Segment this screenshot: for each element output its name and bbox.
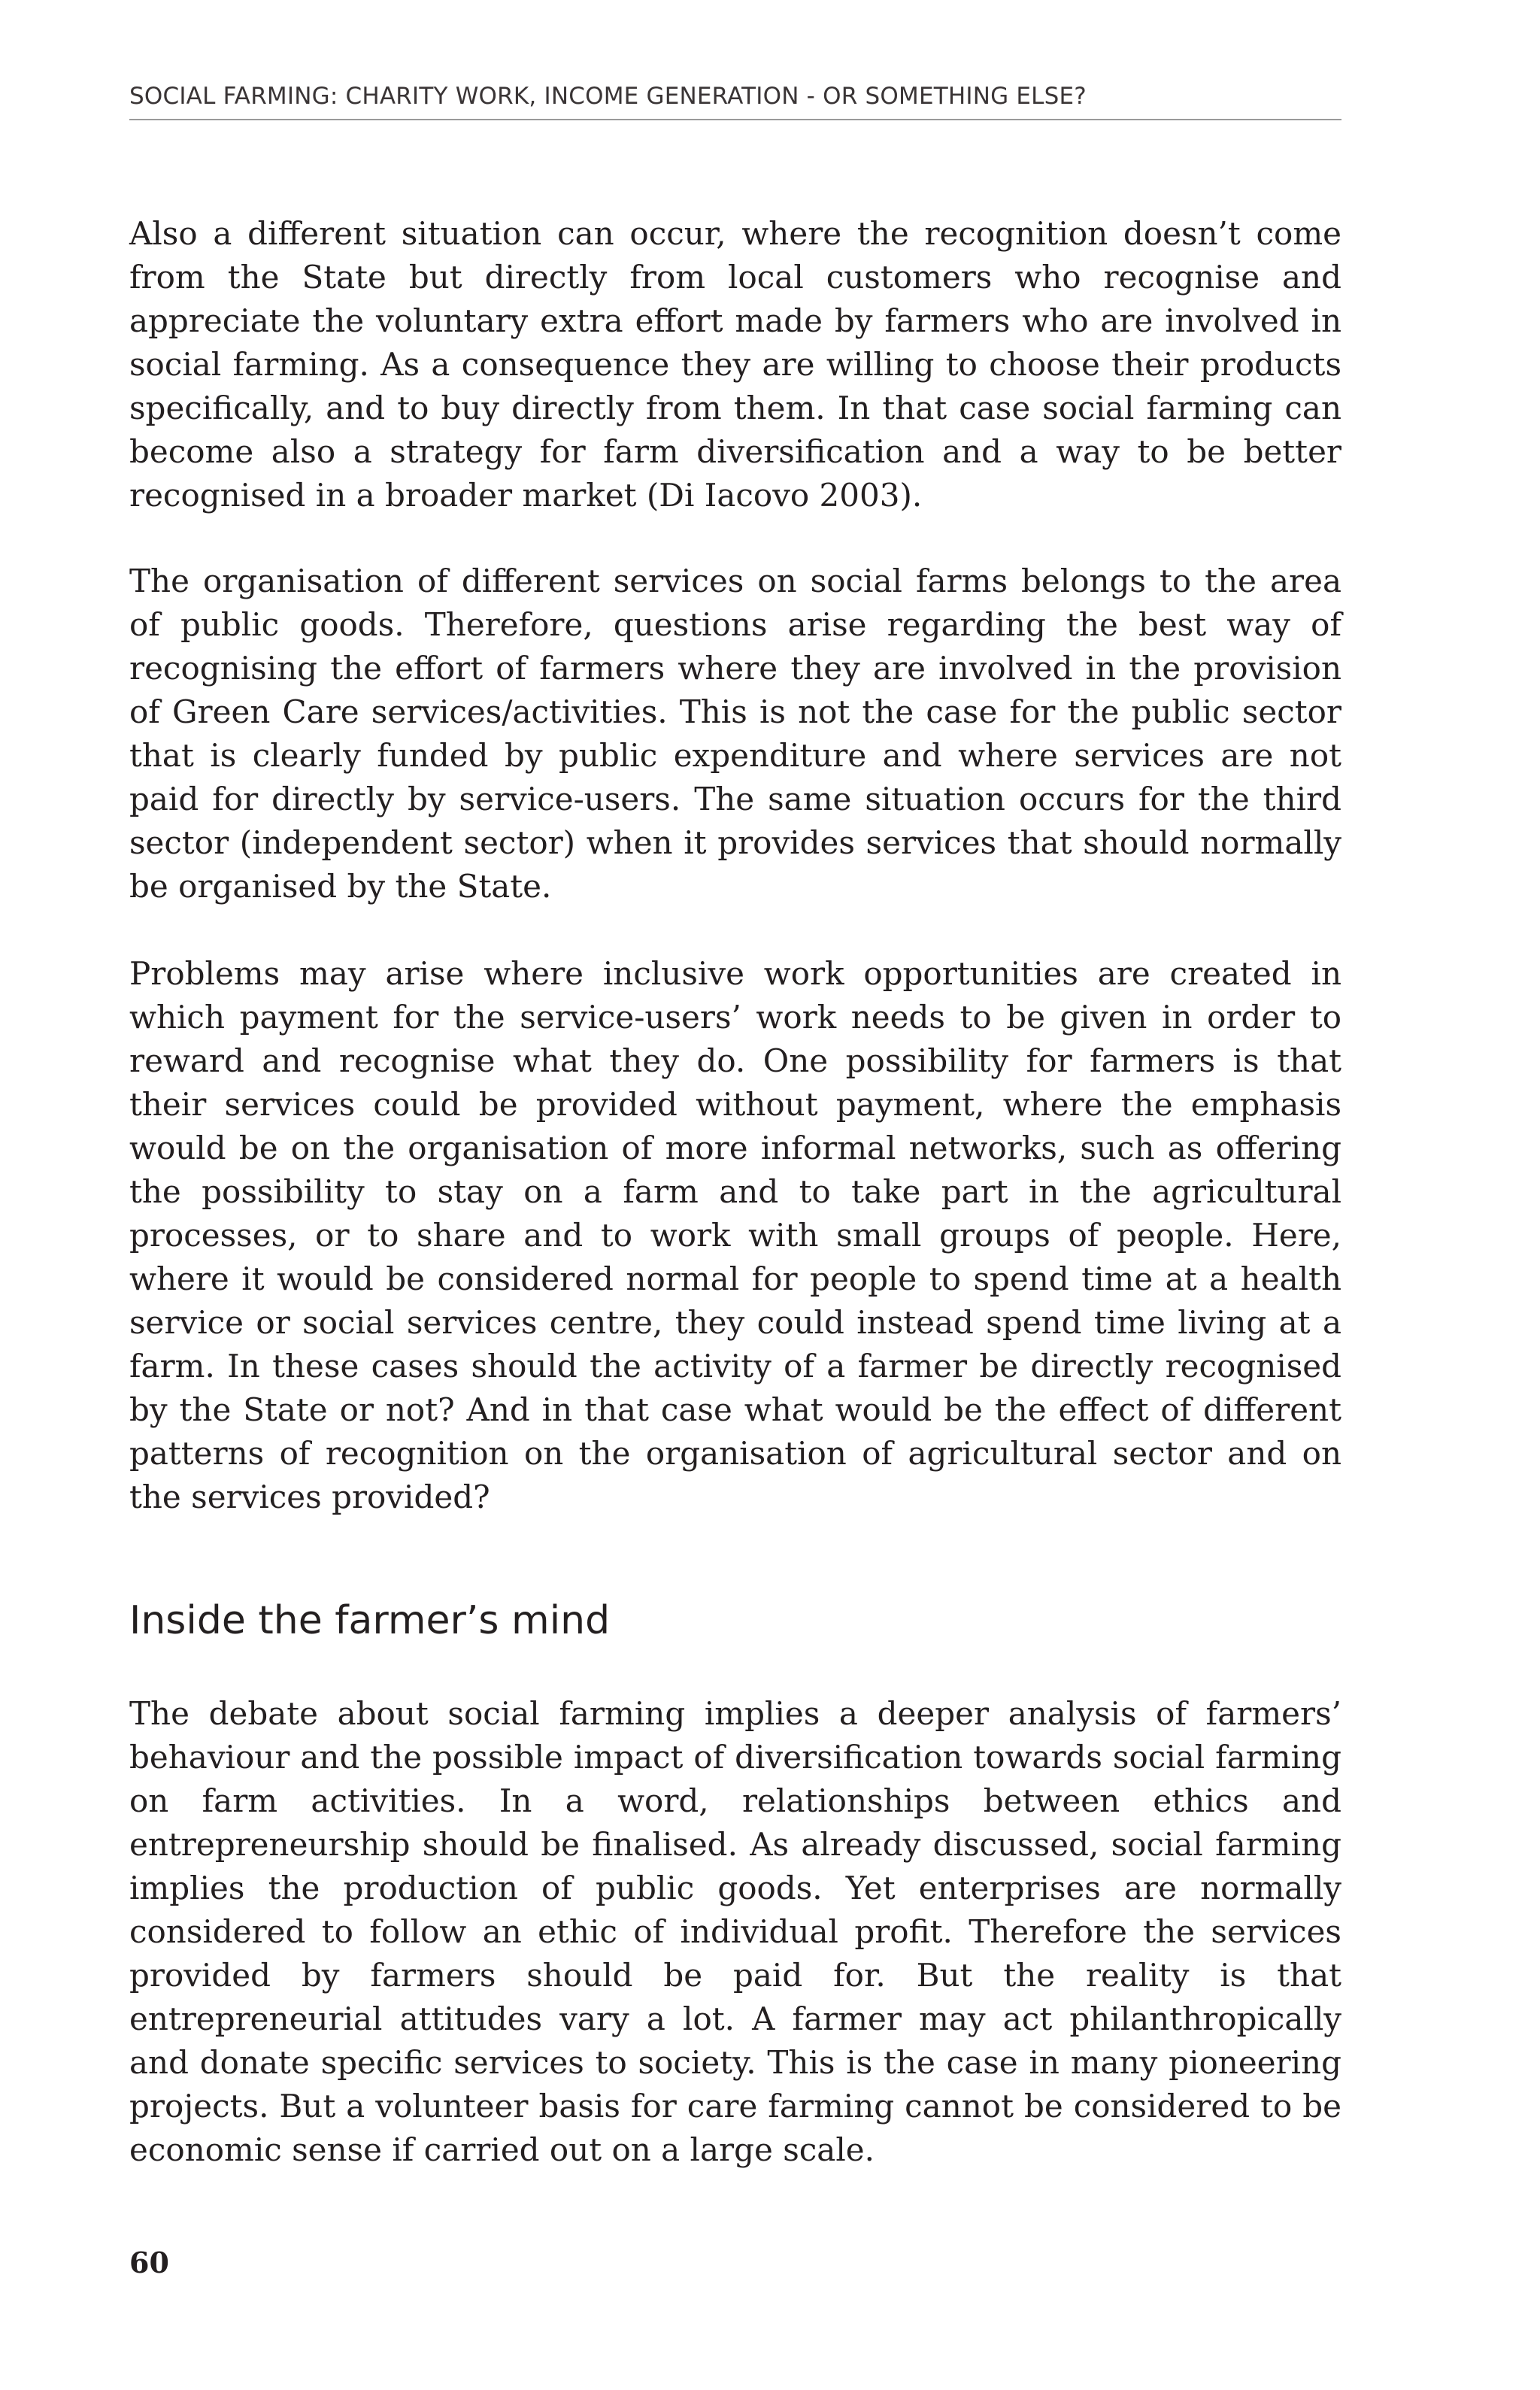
running-header: SOCIAL FARMING: CHARITY WORK, INCOME GENERATION - OR SOMETHING ELSE?: [129, 83, 1087, 110]
section-heading: Inside the farmer’s mind: [129, 1598, 611, 1643]
paragraph-recognition: Also a different situation can occur, where the recognition doesn’t come from the State but directly from local customers who recognise and appreciate the voluntary extra effort made by farmers who are involved in social farming. As a consequence they are willing to choose their products specifically, and to buy directly from them. In that case social farming can become also a strategy for farm diversification and a way to be better recognised in a broader market (Di Iacovo 2003).: [129, 215, 1341, 514]
paragraph-farmers-mind: The debate about social farming implies a deeper analysis of farmers’ behaviour and the possible impact of diversification towards social farming on farm activities. In a word, relationships between ethics and entrepreneurship should be finalised. As already discussed, social farming implies the production of public goods. Yet enterprises are normally considered to follow an ethic of individual profit. Therefore the services provided by farmers should be paid for. But the reality is that entrepreneurial attitudes vary a lot. A farmer may act philanthropically and donate specific services to society. This is the case in many pioneering projects. But a volunteer basis for care farming cannot be considered to be economic sense if carried out on a large scale.: [129, 1695, 1341, 2168]
paragraph-inclusive-work: Problems may arise where inclusive work opportunities are created in which payment for the service-users’ work needs to be given in order to reward and recognise what they do. One possibility for farmers is that their services could be provided without payment, where the emphasis would be on the organisation of more informal networks, such as offering the possibility to stay on a farm and to take part in the agricultural processes, or to share and to work with small groups of people. Here, where it would be considered normal for people to spend time at a health service or social services centre, they could instead spend time living at a farm. In these cases should the activity of a farmer be directly recognised by the State or not? And in that case what would be the effect of different patterns of recognition on the organisation of agricultural sector and on the services provided?: [129, 955, 1341, 1515]
paragraph-public-goods: The organisation of different services on social farms belongs to the area of public goods. Therefore, questions arise regarding the best way of recognising the effort of farmers where they are involved in the provision of Green Care services/activities. This is not the case for the public sector that is clearly funded by public expenditure and where services are not paid for directly by service-users. The same situation occurs for the third sector (independent sector) when it provides services that should normally be organised by the State.: [129, 563, 1341, 905]
header-rule: [129, 119, 1341, 120]
page-number: 60: [129, 2246, 169, 2279]
